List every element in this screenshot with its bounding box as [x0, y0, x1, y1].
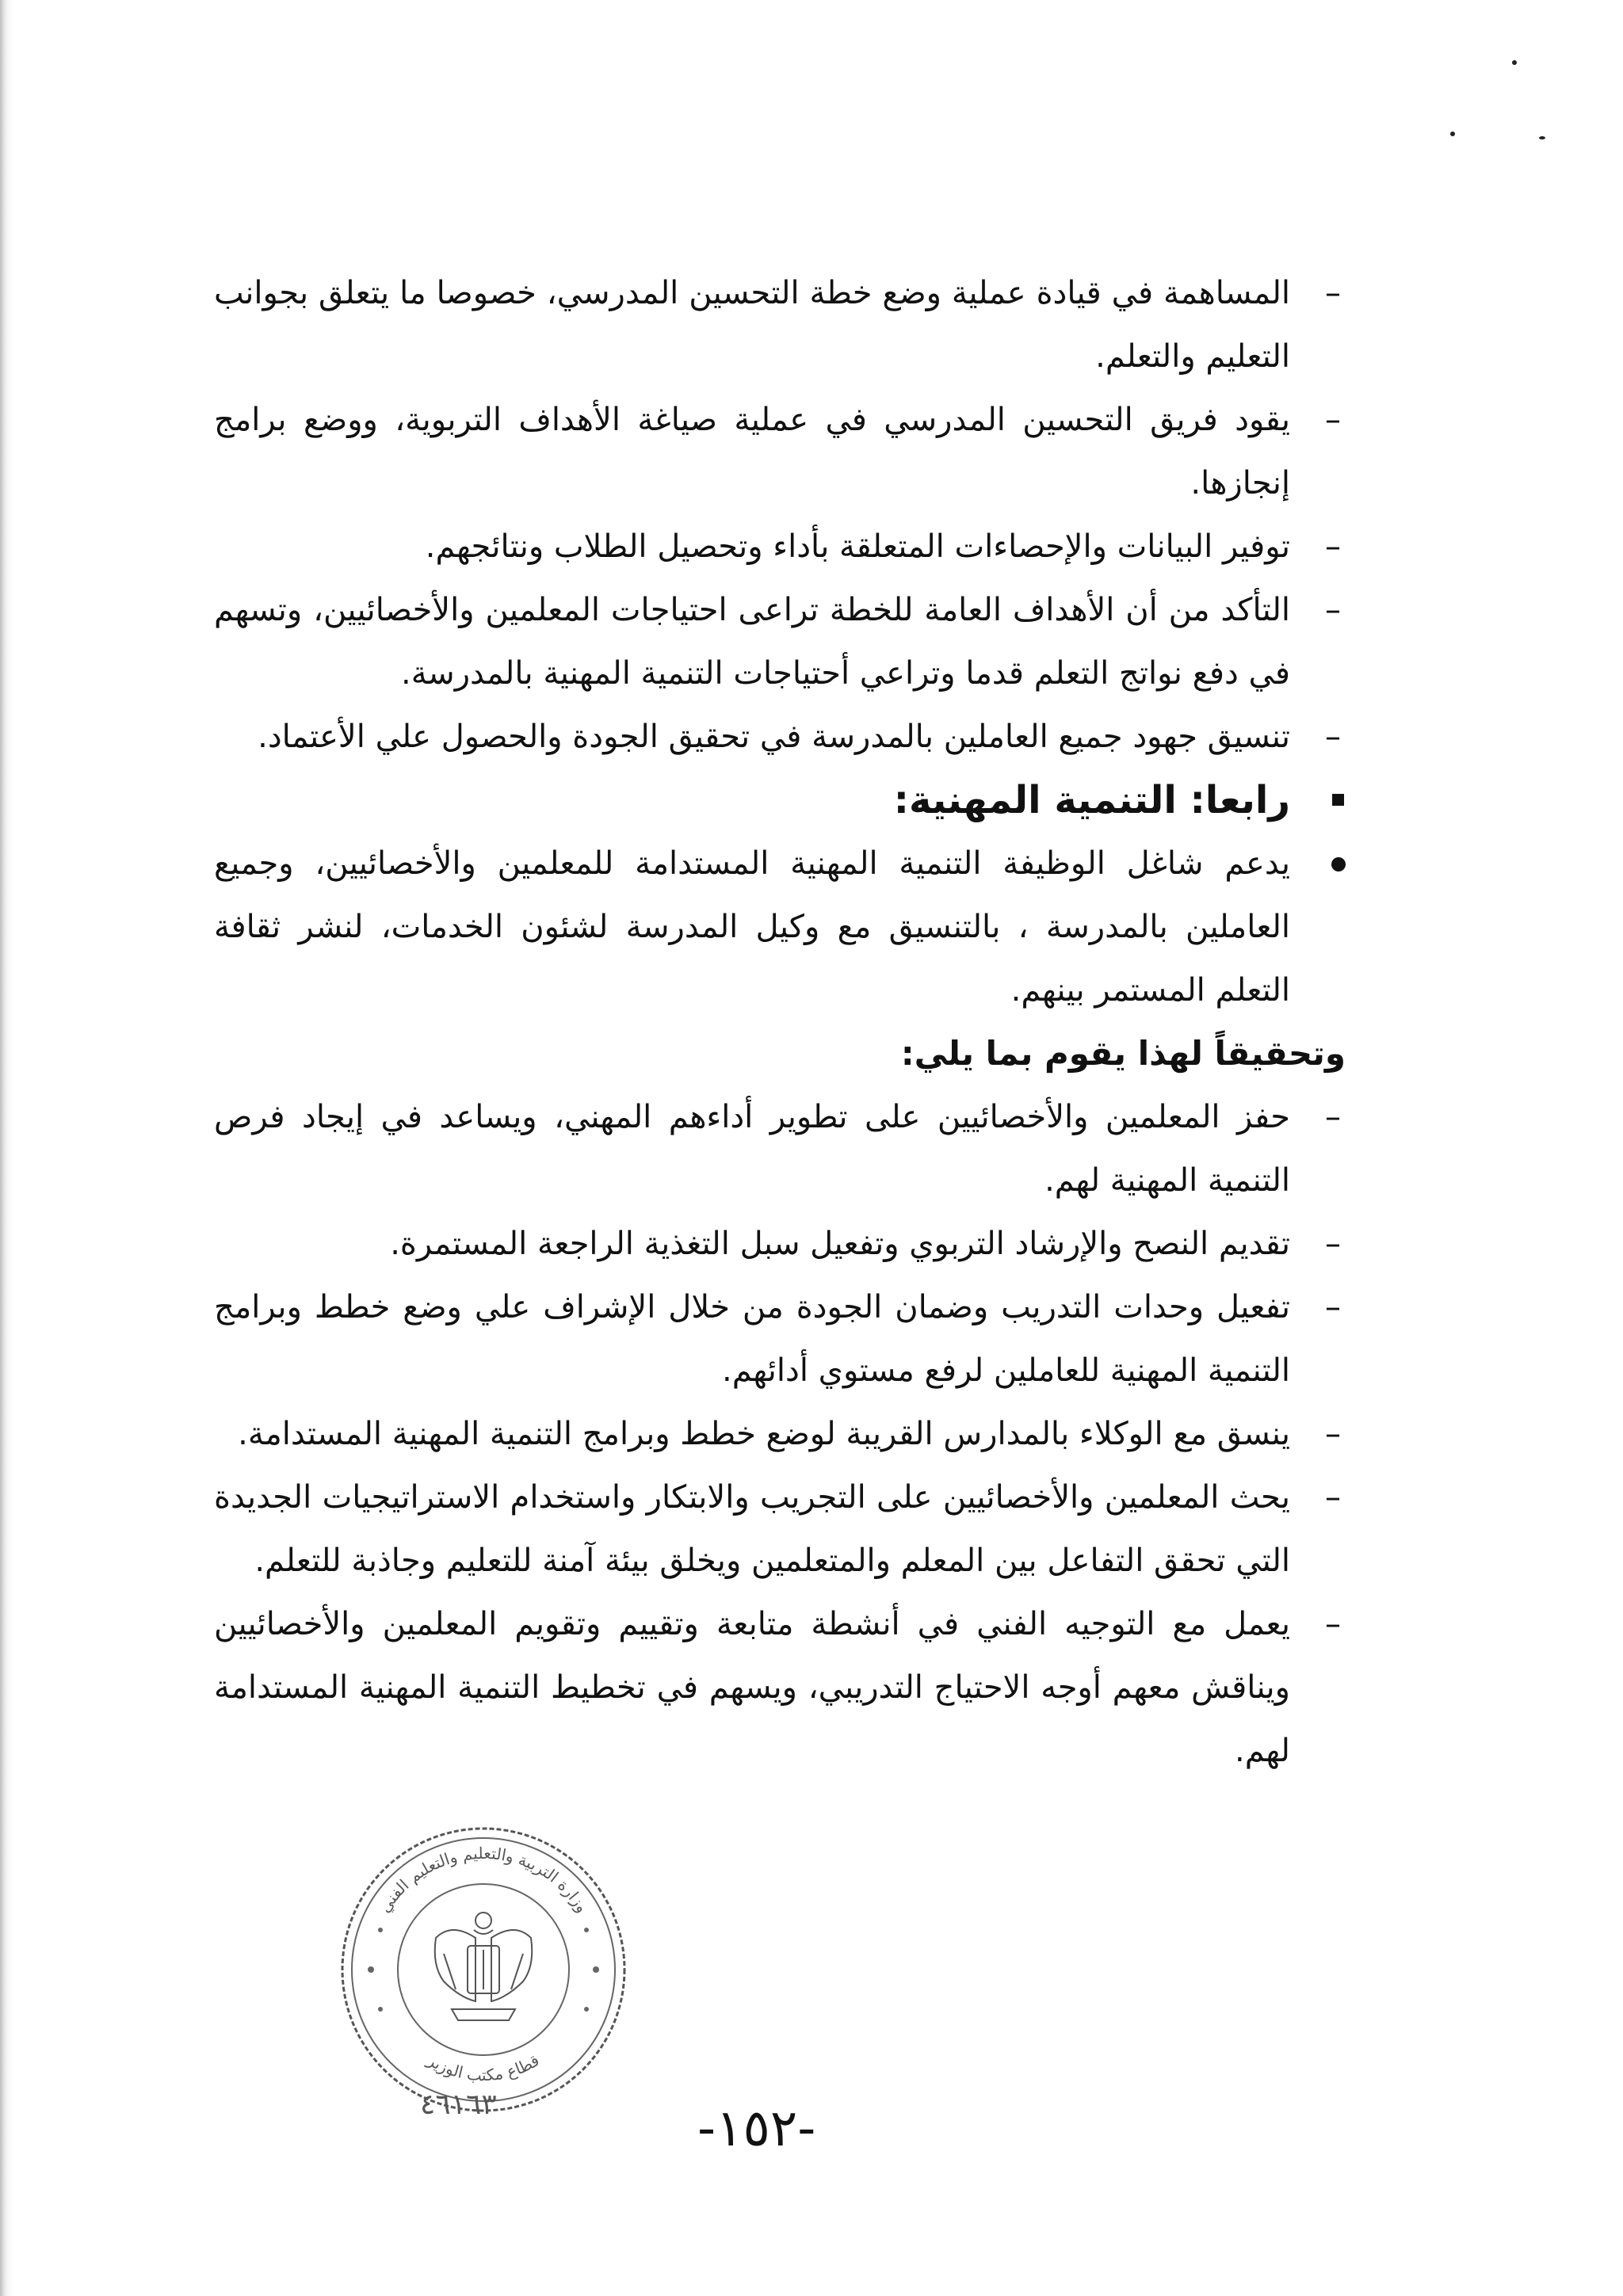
scan-edge-shadow	[0, 0, 14, 2296]
document-body	[214, 261, 1347, 1783]
list-item: – يعمل مع التوجيه الفني في أنشطة متابعة وتقييم وتقويم المعلمين والأخصائيين ويناقش معهم أوجه الاحتياج التدريبي، ويسهم في تخطيط التنمية المهنية المستدامة لهم.	[214, 1592, 1347, 1783]
bullet-paragraph	[214, 832, 1347, 1022]
stamp-ring-text-top: وزارة التربية والتعليم والتعليم الفني	[374, 1843, 593, 1917]
stamp-serial: ٤٦١٦٣	[420, 2088, 497, 2121]
list-item: – تقديم النصح والإرشاد التربوي وتفعيل سبل التغذية الراجعة المستمرة.	[214, 1212, 1347, 1276]
list-item: – يحث المعلمين والأخصائيين على التجريب والابتكار واستخدام الاستراتيجيات الجديدة التي تحقق التفاعل بين المعلم والمتعلمين ويخلق بيئة آمنة للتعليم وجاذبة للتعلم.	[214, 1466, 1347, 1592]
subheading: وتحقيقاً لهذا يقوم بما يلي:	[900, 1034, 1346, 1073]
list-item: – توفير البيانات والإحصاءات المتعلقة بأداء وتحصيل الطلاب ونتائجهم.	[214, 515, 1347, 578]
page-number: -١٥٢-	[697, 2100, 816, 2158]
list-item: – ينسق مع الوكلاء بالمدارس القريبة لوضع خطط وبرامج التنمية المهنية المستدامة.	[214, 1402, 1347, 1466]
section-heading	[214, 769, 1347, 832]
scan-speck	[1512, 60, 1517, 65]
list-item: – يقود فريق التحسين المدرسي في عملية صياغة الأهداف التربوية، ووضع برامج إنجازها.	[214, 388, 1347, 515]
list-item: – التأكد من أن الأهداف العامة للخطة تراعى احتياجات المعلمين والأخصائيين، وتسهم في دفع نواتج التعلم قدما وتراعي أحتياجات التنمية المهنية بالمدرسة.	[214, 578, 1347, 705]
scan-speck	[1539, 136, 1545, 139]
list-item: – المساهمة في قيادة عملية وضع خطة التحسين المدرسي، خصوصا ما يتعلق بجوانب التعليم والتعلم.	[214, 261, 1347, 388]
section-heading-text: رابعا: التنمية المهنية:	[893, 778, 1290, 822]
stamp-ring-text-bottom: قطاع مكتب الوزير	[424, 2050, 543, 2085]
list-item: – تنسيق جهود جميع العاملين بالمدرسة في تحقيق الجودة والحصول علي الأعتماد.	[214, 705, 1347, 769]
official-stamp	[333, 1819, 634, 2120]
round-bullet-icon	[1331, 857, 1346, 871]
square-bullet-icon	[1332, 794, 1344, 806]
bullet-paragraph-text: يدعم شاغل الوظيفة التنمية المهنية المستدامة للمعلمين والأخصائيين، وجميع العاملين بالمدرسة ، بالتنسيق مع وكيل المدرسة لشئون الخدمات، لنشر ثقافة التعلم المستمر بينهم.	[214, 845, 1290, 1009]
eagle-emblem-icon	[435, 1913, 533, 2020]
list-item: – حفز المعلمين والأخصائيين على تطوير أداءهم المهني، ويساعد في إيجاد فرص التنمية المهنية لهم.	[214, 1085, 1347, 1212]
list-item: – تفعيل وحدات التدريب وضمان الجودة من خلال الإشراف علي وضع خطط وبرامج التنمية المهنية للعاملين لرفع مستوي أدائهم.	[214, 1276, 1347, 1402]
scan-speck	[1450, 132, 1455, 136]
